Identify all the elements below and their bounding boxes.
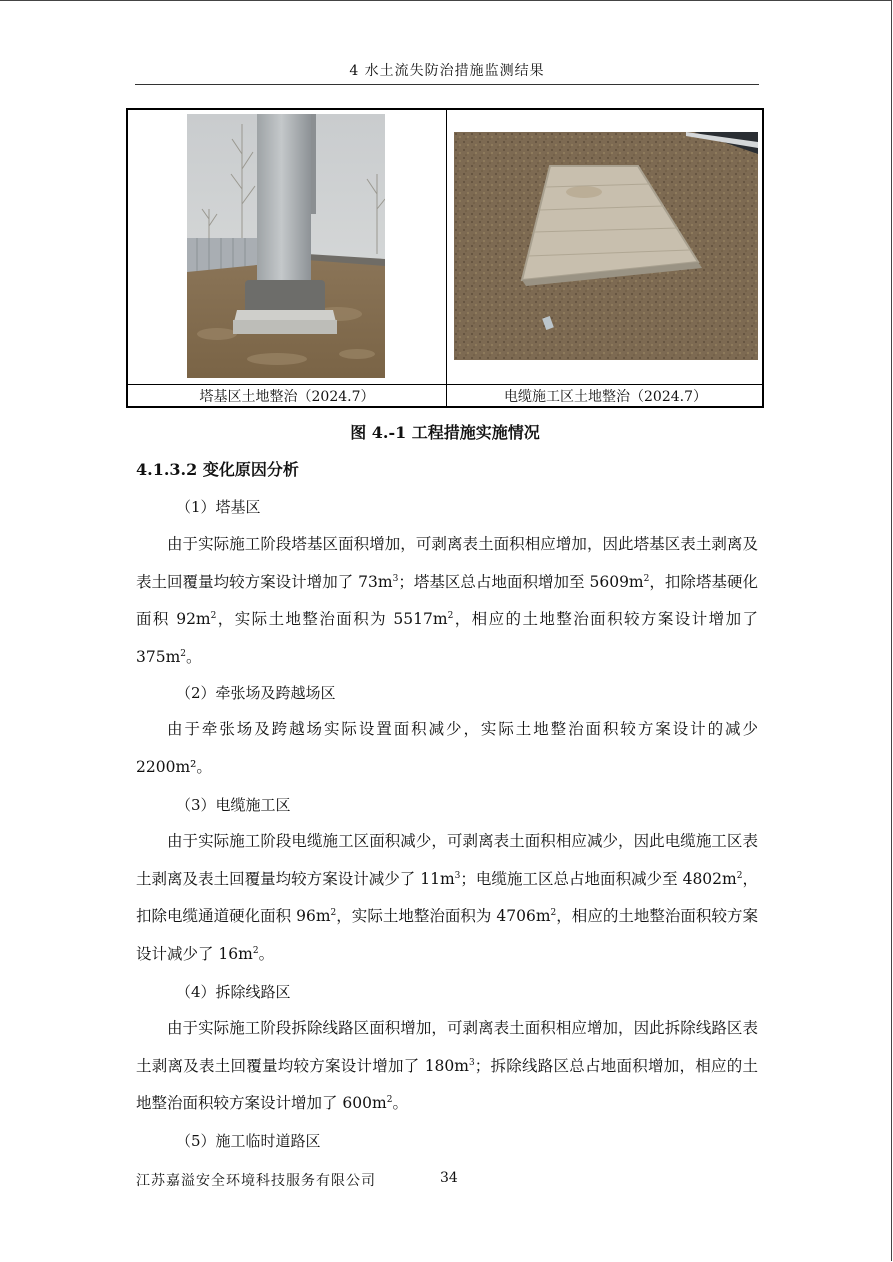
table-divider-horizontal — [128, 384, 762, 385]
paragraph-3: 由于实际施工阶段电缆施工区面积减少，可剥离表土面积相应减少，因此电缆施工区表土剥离及表土回覆量均较方案设计减少了 $11m^3$；电缆施工区总占地面积减少至 $4802m^2$，扣除电缆通道硬化面积 $96m^2$，实际土地整治面积为 $4706m^2$，相应的土地整治面积较方案设计减少了 $16m^2$。 — [136, 832, 758, 963]
photo-cable-area — [454, 132, 758, 360]
photo-caption-left: 塔基区土地整治（2024.7） — [199, 389, 375, 405]
photo-tower-base — [187, 114, 385, 378]
item-heading-5: （5）施工临时道路区 — [176, 1132, 321, 1150]
paragraph-4: 由于实际施工阶段拆除线路区面积增加，可剥离表土面积相应增加，因此拆除线路区表土剥离及表土回覆量均较方案设计增加了 $180m^3$；拆除线路区总占地面积增加，相应的土地整治面积较方案设计增加了 $600m^2$。 — [136, 1019, 758, 1112]
page-number: 34 — [440, 1170, 458, 1186]
paragraph-1: 由于实际施工阶段塔基区面积增加，可剥离表土面积相应增加，因此塔基区表土剥离及表土回覆量均较方案设计增加了 $73m^3$；塔基区总占地面积增加至 $5609m^2$，扣除塔基硬化面积 $92m^2$，实际土地整治面积为 $5517m^2$，相应的土地整治面积较方案设计增加了 $375m^2$。 — [136, 535, 758, 666]
table-divider-vertical — [446, 110, 447, 406]
item-heading-3: （3）电缆施工区 — [176, 796, 291, 814]
item-heading-2: （2）牵张场及跨越场区 — [176, 684, 336, 702]
section-title: 4.1.3.2 变化原因分析 — [136, 460, 299, 479]
figure-table — [126, 108, 764, 408]
header-rule — [135, 84, 759, 85]
item-heading-4: （4）拆除线路区 — [176, 983, 291, 1001]
figure-caption: 图 4.-1 工程措施实施情况 — [350, 423, 540, 442]
footer-company: 江苏嘉溢安全环境科技服务有限公司 — [136, 1173, 376, 1189]
paragraph-2: 由于牵张场及跨越场实际设置面积减少，实际土地整治面积较方案设计的减少 2200m²。 — [136, 720, 758, 776]
page-header: 4 水土流失防治措施监测结果 — [349, 63, 545, 79]
photo-caption-right: 电缆施工区土地整治（2024.7） — [504, 389, 707, 405]
item-heading-1: （1）塔基区 — [176, 498, 261, 516]
